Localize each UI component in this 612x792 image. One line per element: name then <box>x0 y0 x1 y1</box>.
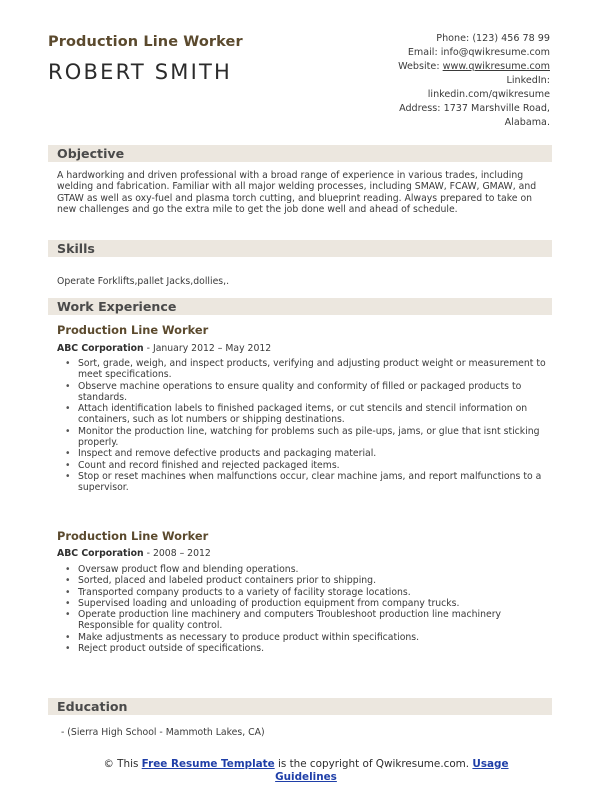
section-title: Education <box>57 699 128 714</box>
candidate-name: ROBERT SMITH <box>48 60 233 84</box>
contact-address: Address: 1737 Marshville Road, <box>399 103 550 114</box>
section-title: Skills <box>57 241 95 256</box>
objective-text: A hardworking and driven professional with a broad range of experience in various trades, including welding and fabrication. Familiar with all major welding processes, including SMAW, FCAW, GMAW, and GTAW as well as oxy-fuel and plasma torch cutting, and blueprint reading. Always prepared to take on new challenges and go the extra mile to get the job done well and ahead of schedule. <box>57 170 537 215</box>
education-section-header <box>48 698 552 715</box>
job-title: Production Line Worker <box>48 34 243 50</box>
free-resume-template-link[interactable]: Free Resume Template <box>141 758 275 770</box>
list-item: • Stop or reset machines when malfunctions occur, clear machine jams, and report malfunctions to a supervisor. <box>64 471 548 494</box>
list-item: • Operate production line machinery and computers Troubleshoot production line machinery Responsible for quality control. <box>64 609 548 632</box>
job-1-dates: - January 2012 – May 2012 <box>143 343 272 354</box>
skills-section-header <box>48 240 552 257</box>
list-item: • Make adjustments as necessary to produce product within specifications. <box>64 632 548 643</box>
list-item: • Monitor the production line, watching for problems such as pile-ups, jams, or glue that isnt sticking properly. <box>64 426 548 449</box>
list-item: • Transported company products to a variety of facility storage locations. <box>64 587 548 598</box>
section-title: Work Experience <box>57 299 177 314</box>
job-2-company-line <box>57 548 211 559</box>
job-2-dates: - 2008 – 2012 <box>143 548 211 559</box>
resume-header <box>48 34 243 84</box>
list-item: • Count and record finished and rejected packaged items. <box>64 460 548 471</box>
usage-guidelines-link-cont[interactable]: Guidelines <box>275 771 337 783</box>
footer-prefix: © This <box>103 758 142 770</box>
usage-guidelines-link[interactable]: Usage <box>472 758 509 770</box>
skills-text: Operate Forklifts,pallet Jacks,dollies,. <box>57 276 230 287</box>
job-2-duties <box>64 564 548 654</box>
education-entry: - (Sierra High School - Mammoth Lakes, CA) <box>61 727 265 738</box>
list-item: • Attach identification labels to finished packaged items, or cut stencils and stencil information on containers, such as lot numbers or shipping destinations. <box>64 403 548 426</box>
list-item: • Reject product outside of specifications. <box>64 643 548 654</box>
contact-address-line2: Alabama. <box>504 117 550 128</box>
contact-linkedin: linkedin.com/qwikresume <box>427 89 550 100</box>
website-link[interactable]: www.qwikresume.com <box>442 61 550 72</box>
job-2-company: ABC Corporation <box>57 548 144 559</box>
job-1-company: ABC Corporation <box>57 343 144 354</box>
list-item: • Inspect and remove defective products and packaging material. <box>64 448 548 459</box>
work-section-header <box>48 298 552 315</box>
copyright-footer <box>0 758 612 784</box>
list-item: • Observe machine operations to ensure quality and conformity of filled or packaged products to standards. <box>64 381 548 404</box>
contact-email: Email: info@qwikresume.com <box>407 47 550 58</box>
list-item: • Sorted, placed and labeled product containers prior to shipping. <box>64 575 548 586</box>
job-1-company-line <box>57 343 271 354</box>
contact-linkedin-label: LinkedIn: <box>506 75 550 86</box>
objective-section-header <box>48 145 552 162</box>
list-item: • Sort, grade, weigh, and inspect products, verifying and adjusting product weight or measurement to meet specifications. <box>64 358 548 381</box>
job-1-title: Production Line Worker <box>57 323 209 337</box>
contact-block <box>330 32 550 130</box>
list-item: • Supervised loading and unloading of production equipment from company trucks. <box>64 598 548 609</box>
section-title: Objective <box>57 146 125 161</box>
footer-middle: is the copyright of Qwikresume.com. <box>274 758 473 770</box>
job-1-duties <box>64 358 548 494</box>
contact-phone: Phone: (123) 456 78 99 <box>436 33 550 44</box>
list-item: • Oversaw product flow and blending operations. <box>64 564 548 575</box>
job-2-title: Production Line Worker <box>57 529 209 543</box>
contact-website: Website: www.qwikresume.com <box>398 61 550 72</box>
